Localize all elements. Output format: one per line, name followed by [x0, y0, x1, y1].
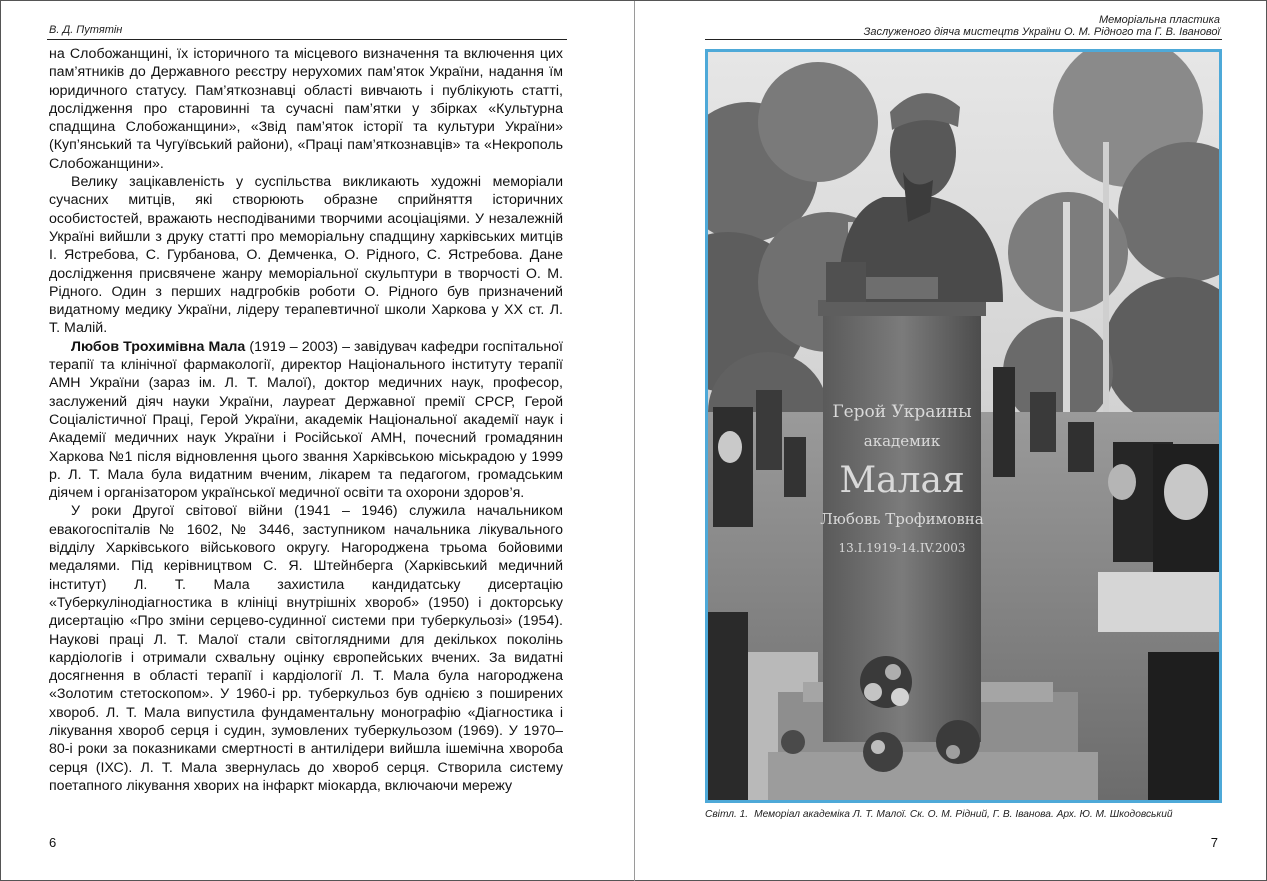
photo-caption [705, 809, 1222, 821]
left-running-head: В. Д. Путятін [49, 24, 123, 36]
inscription-dates: 13.I.1919-14.IV.2003 [838, 541, 966, 555]
inscription-line2: академик [863, 432, 941, 450]
paragraph-4: У роки Другої світової війни (1941 – 1946) служила начальником евакогоспіталів № 1602, № 3446, заступником начальника лікувального відділу Харківського військового округу. Нагороджена трьома бойовими медалями. Під керівництвом С. Я. Штейнберга (Харківський медичний інститут) Л. Т. Мала захистила кандидатську дисертацію «Туберкулінодіагностика в клініці внутрішніх хвороб» (1950) і докторську дисертацію «Про зміни серцево-судинної системи при туберкульозі» (1954). Наукові праці Л. Т. Малої стали світоглядними для декількох поколінь кардіологів і отримали схвальну оцінку європейських вчених. За видатні досягнення в області терапії і кардіології Л. Т. Мала була нагороджена «Золотим стетоскопом». У 1960-і рр. туберкульоз був однією з поширених хвороб. Л. Т. Мала випустила фундаментальну монографію «Діагностика і лікування хвороб серця і судин, зумовлених туберкульозом (1969). У 1970–80-і роки за показниками смертності в антилідери вийшла ішемічна хвороба серця (ІХС). Л. Т. Мала звернулась до хвороб серця. Створила систему поетапного лікування хворих на інфаркт міокарда, включаючи мережу [49, 503, 563, 794]
memorial-photo [705, 49, 1222, 803]
paragraph-2: Велику зацікавленість у суспільства викликають художні меморіали сучасних митців, які створюють образне сприйняття історичних особистостей, вражають несподіваними творчими асоціаціями. У незалежній Україні вийшли з друку статті про меморіальну спадщину харківських митців І. Ястребова, С. Гурбанова, О. Демченка, О. Рідного, С. Ястребова. Дане дослідження присвячене жанру меморіальної скульптури в творчості О. М. Рідного. Один з перших надгробків роботи О. Рідного був призначений видатному медику України, лідеру терапевтичної школи Харкова у XX ст. Л. Т. Малій. [49, 174, 563, 337]
left-body-text [49, 45, 563, 795]
paragraph-3 [49, 338, 563, 503]
left-page-number: 6 [49, 835, 57, 850]
paragraph-3-lead: Любов Трохимівна Мала [71, 338, 246, 355]
right-running-head [864, 14, 1220, 38]
paragraph-3-text: (1919 – 2003) – завідувач кафедри госпітальної терапії та клінічної фармакології, директор Національного інституту терапії АМН України (зараз ім. Л. Т. Малої), доктор медичних наук, професор, заслужений діяч науки України, лауреат Державної премії СРСР, Герой Соціалістичної Праці, Герой України, академік Національної академії наук і Академії медичних наук України і Російської АМН, почесний громадянин Харкова №1 після відновлення цього звання Харківською міськрадою у 1999 р. Л. Т. Мала була видатним вченим, лікарем та педагогом, громадським діячем і організатором української медичної освіти та охорони здоров’я. [49, 338, 563, 502]
right-header-rule [705, 39, 1222, 40]
left-page [1, 1, 634, 881]
inscription-line1: Герой Украины [832, 402, 972, 422]
right-page [635, 1, 1267, 881]
inscription-name: Малая [839, 460, 965, 501]
paragraph-1: на Слобожанщині, їх історичного та місцевого визначення та включення цих пам’ятників до Державного реєстру нерухомих пам’яток України, надання їм юридичного статусу. Пам’яткознавці області вивчають і публікують статті, дослідження про старовинні та сучасні пам’ятки у збірках «Культурна спадщина Слобожанщини», «Звід пам’яток історії та культури України» (Куп’янський та Чугуївський райони), «Праці пам’яткознавців» та «Некрополь Слобожанщини». [49, 46, 563, 172]
right-running-head-line1: Меморіальна пластика [1098, 14, 1220, 26]
memorial-photo-illustration [708, 52, 1219, 800]
inscription-fullname: Любовь Трофимовна [820, 510, 984, 528]
right-page-number: 7 [1210, 835, 1218, 850]
pedestal-cap [818, 300, 986, 316]
right-running-head-line2: Заслуженого діяча мистецтв України О. М. Рідного та Г. В. Іванової [863, 26, 1220, 38]
left-header-rule [47, 39, 567, 40]
caption-label: Світл. 1. [705, 809, 749, 820]
caption-text: Меморіал академіка Л. Т. Малої. Ск. О. М. Рідний, Г. В. Іванова. Арх. Ю. М. Шкодовський [754, 809, 1173, 820]
